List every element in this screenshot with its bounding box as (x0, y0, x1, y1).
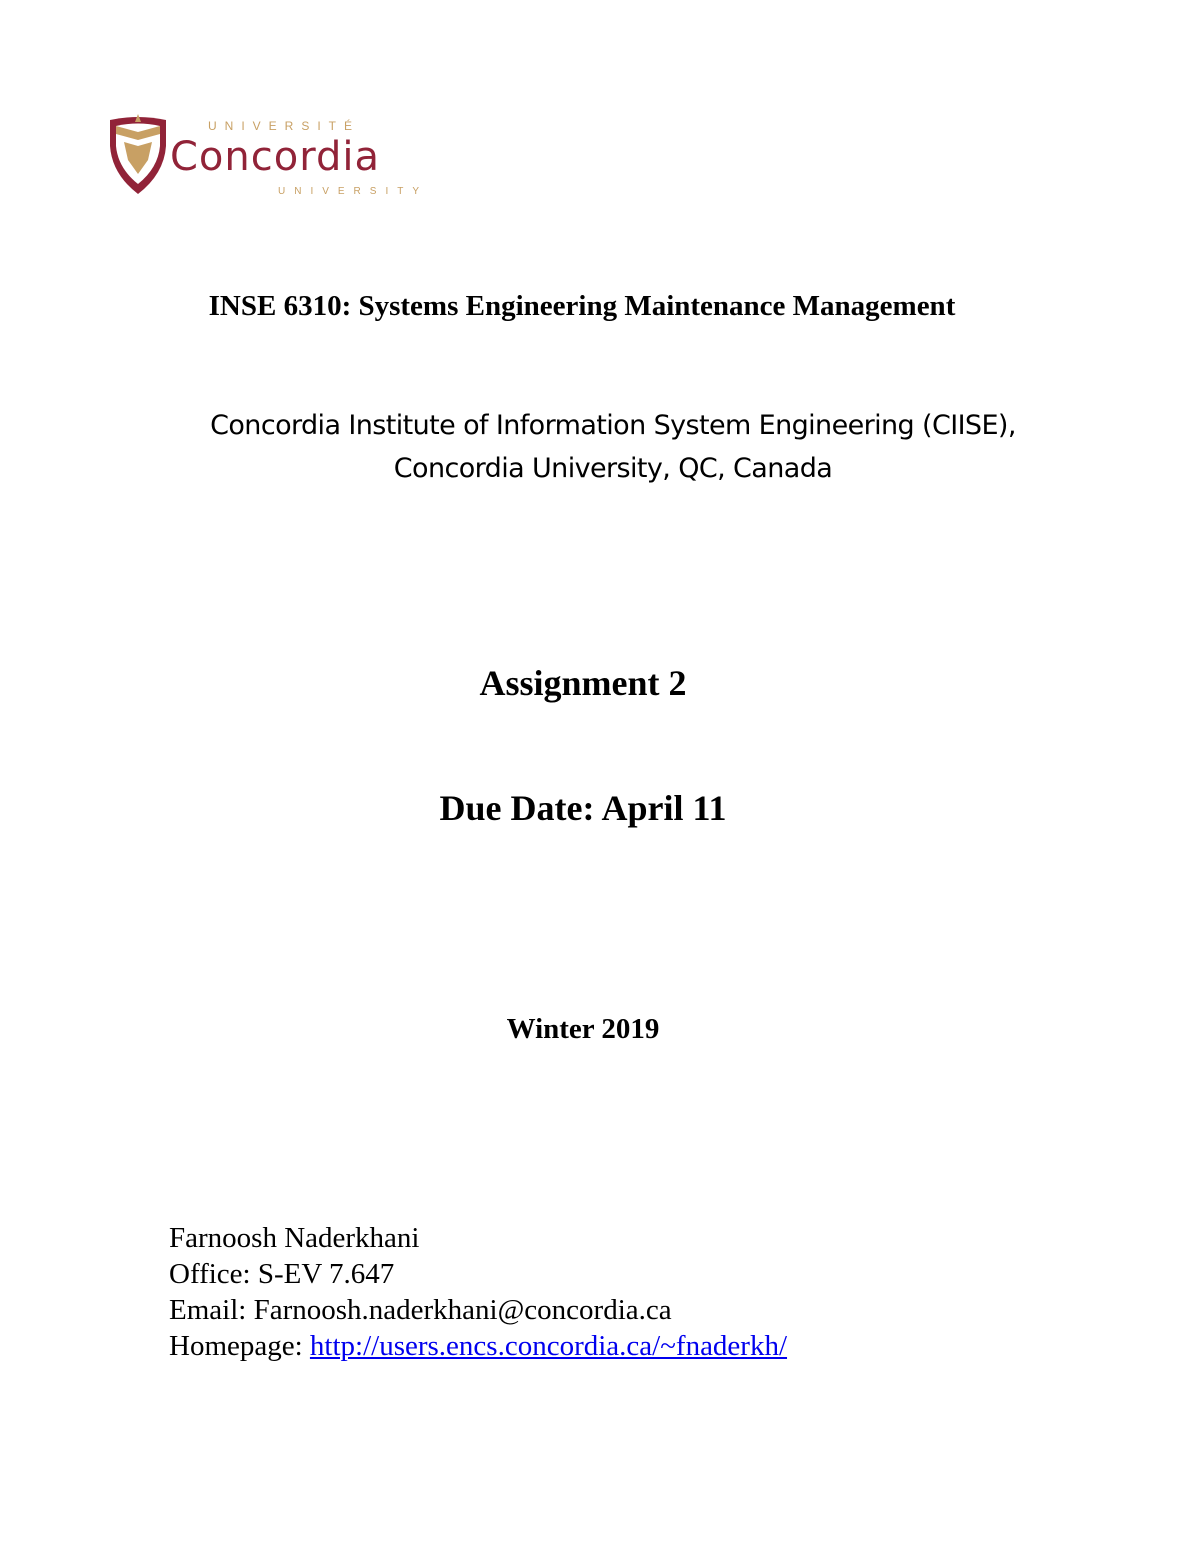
logo-main-word: Concordia (170, 134, 380, 180)
course-title: INSE 6310: Systems Engineering Maintenance Management (208, 290, 956, 322)
concordia-shield-icon (108, 112, 448, 202)
due-date: Due Date: April 11 (439, 788, 727, 828)
logo-top-word: UNIVERSITÉ (208, 119, 361, 133)
institute-line-1: Concordia Institute of Information System Engineering (CIISE), (210, 410, 1016, 441)
concordia-logo (108, 112, 448, 202)
instructor-name: Farnoosh Naderkhani (169, 1222, 420, 1254)
email-line: Email: Farnoosh.naderkhani@concordia.ca (169, 1294, 672, 1326)
logo-bottom-word: UNIVERSITY (278, 186, 429, 197)
institute-line-2: Concordia University, QC, Canada (393, 453, 833, 484)
institute-block (0, 404, 1200, 490)
assignment-title: Assignment 2 (479, 663, 687, 703)
homepage-label: Homepage: (169, 1330, 310, 1362)
homepage-line (169, 1328, 787, 1364)
homepage-link[interactable]: http://users.encs.concordia.ca/~fnaderkh/ (309, 1330, 788, 1362)
term: Winter 2019 (506, 1013, 660, 1045)
office-line: Office: S-EV 7.647 (169, 1258, 395, 1290)
contact-block (169, 1220, 787, 1364)
